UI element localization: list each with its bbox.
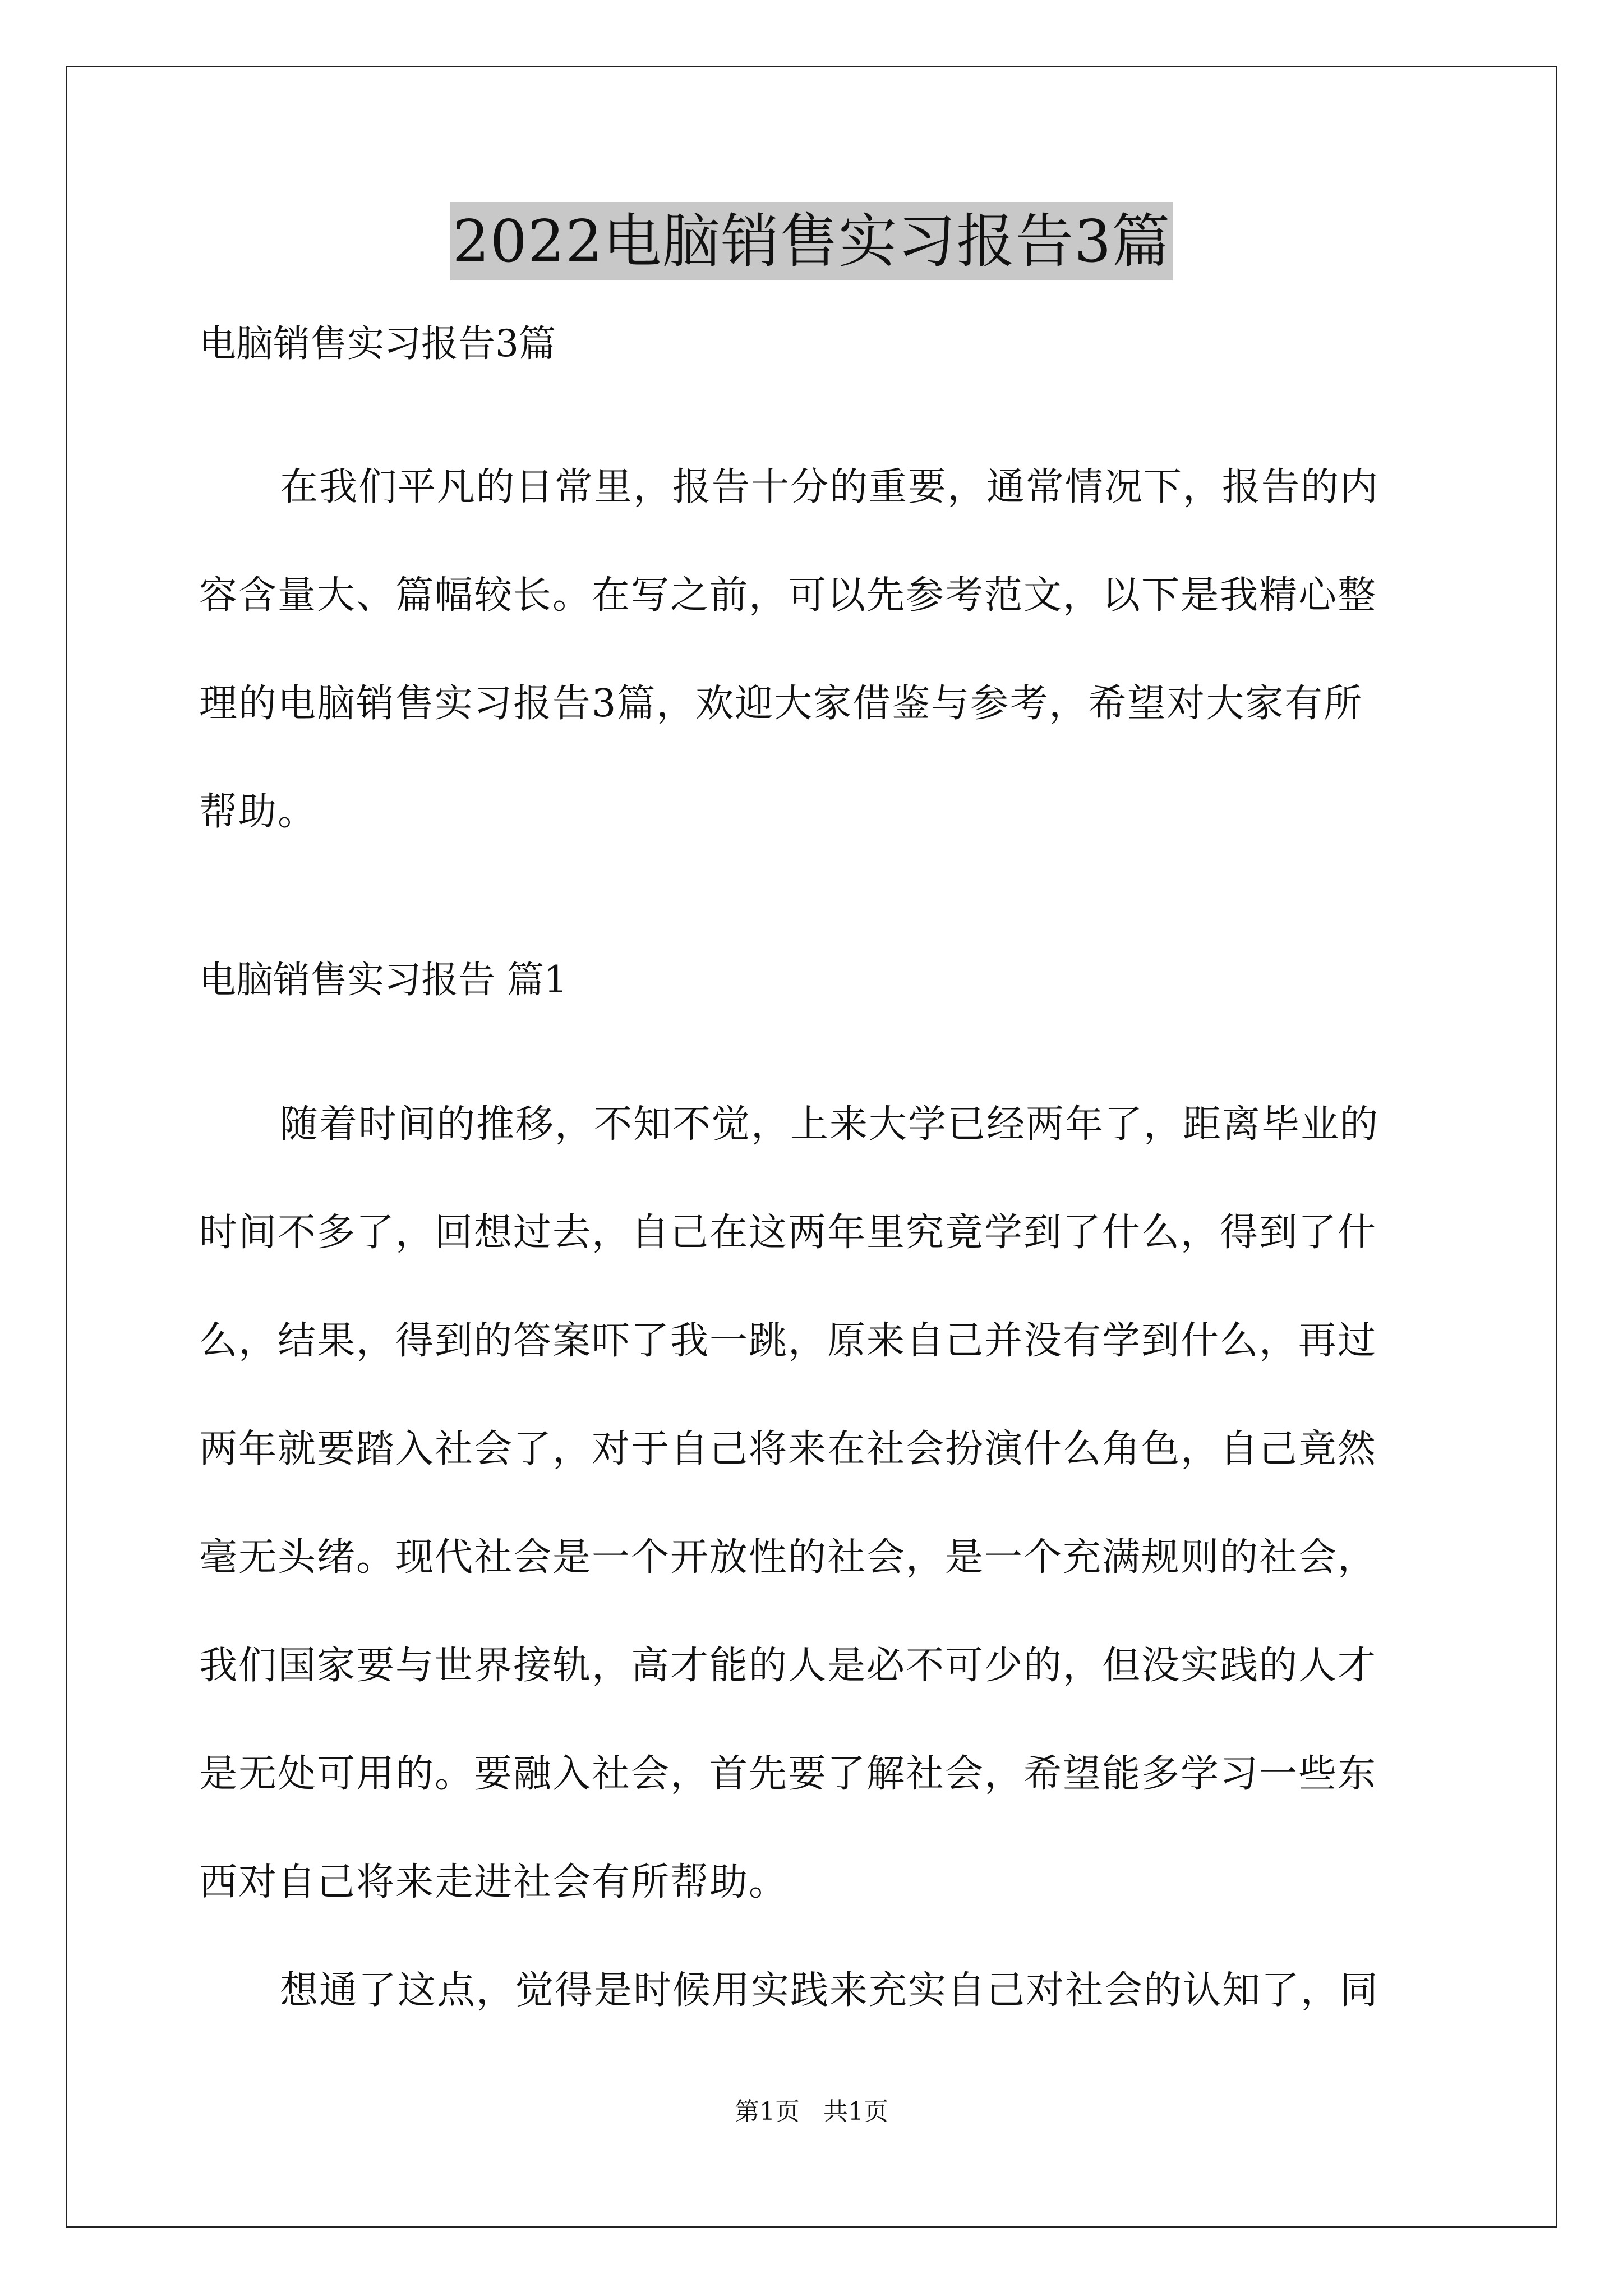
paragraph-line: 时间不多了，回想过去，自己在这两年里究竟学到了什么，得到了什 xyxy=(199,1211,1377,1255)
document-title: 2022电脑销售实习报告3篇 xyxy=(450,202,1173,280)
paragraph-line: 容含量大、篇幅较长。在写之前，可以先参考范文，以下是我精心整 xyxy=(199,573,1377,618)
intro-paragraph xyxy=(199,433,1433,866)
section-heading: 电脑销售实习报告 篇1 xyxy=(199,958,568,1001)
paragraph-line: 理的电脑销售实习报告3篇，欢迎大家借鉴与参考，希望对大家有所 xyxy=(199,682,1363,726)
paragraph-line: 我们国家要与世界接轨，高才能的人是必不可少的，但没实践的人才 xyxy=(199,1644,1377,1688)
page-footer: 第1页 共1页 xyxy=(735,2097,888,2126)
section1-paragraph2 xyxy=(199,1936,1433,2045)
title-container xyxy=(0,202,1623,280)
paragraph-line: 在我们平凡的日常里，报告十分的重要，通常情况下，报告的内 xyxy=(280,465,1380,509)
section1-paragraph1 xyxy=(199,1070,1433,1936)
paragraph-line: 是无处可用的。要融入社会，首先要了解社会，希望能多学习一些东 xyxy=(199,1752,1377,1796)
paragraph-line: 想通了这点，觉得是时候用实践来充实自己对社会的认知了，同 xyxy=(280,1968,1380,2013)
paragraph-line: 两年就要踏入社会了，对于自己将来在社会扮演什么角色，自己竟然 xyxy=(199,1427,1377,1471)
paragraph-line: 毫无头绪。现代社会是一个开放性的社会，是一个充满规则的社会， xyxy=(199,1535,1377,1580)
document-subtitle: 电脑销售实习报告3篇 xyxy=(199,322,556,365)
paragraph-line: 么，结果，得到的答案吓了我一跳，原来自己并没有学到什么，再过 xyxy=(199,1319,1377,1363)
paragraph-line: 西对自己将来走进社会有所帮助。 xyxy=(199,1860,789,1904)
paragraph-line: 帮助。 xyxy=(199,790,317,834)
paragraph-line: 随着时间的推移，不知不觉，上来大学已经两年了，距离毕业的 xyxy=(280,1102,1380,1147)
